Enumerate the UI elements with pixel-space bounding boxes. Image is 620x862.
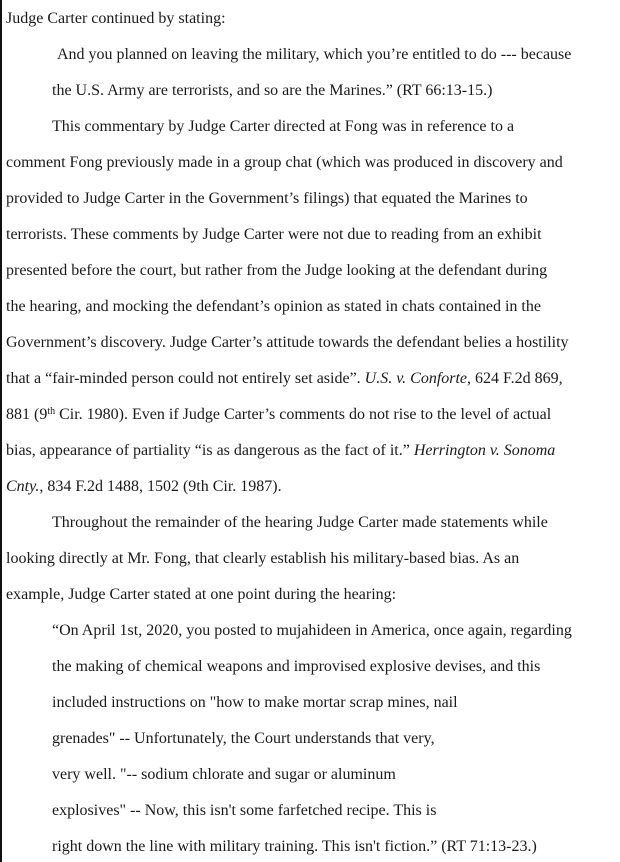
text-segment: bias, appearance of partiality “is as dangerous as the fact of it.”	[6, 442, 414, 459]
quote-line: right down the line with military training. This isn't fiction.” (RT 71:13-23.)	[52, 838, 537, 855]
text-line: Throughout the remainder of the hearing Judge Carter made statements while	[52, 514, 548, 531]
text-segment: , 624 F.2d 869,	[467, 370, 563, 387]
text-line: the U.S. Army are terrorists, and so are the Marines.” (RT 66:13-15.)	[52, 82, 493, 99]
text-line	[6, 369, 563, 389]
quote-line: explosives" -- Now, this isn't some farfetched recipe. This is	[52, 802, 437, 819]
text-line: provided to Judge Carter in the Government’s filings) that equated the Marines to	[6, 190, 528, 207]
text-line: presented before the court, but rather from the Judge looking at the defendant during	[6, 262, 548, 279]
text-line: terrorists. These comments by Judge Carter were not due to reading from an exhibit	[6, 226, 542, 243]
text-line	[6, 405, 551, 425]
text-line: Government’s discovery. Judge Carter’s attitude towards the defendant belies a hostility	[6, 334, 569, 351]
quote-line: included instructions on "how to make mortar scrap mines, nail	[52, 694, 458, 711]
quote-line: grenades" -- Unfortunately, the Court understands that very,	[52, 730, 435, 747]
text-segment: 881 (9	[6, 406, 48, 423]
text-line: Judge Carter continued by stating:	[6, 10, 226, 27]
text-line: comment Fong previously made in a group chat (which was produced in discovery and	[6, 154, 563, 171]
ordinal-superscript: th	[47, 406, 56, 417]
quote-line: very well. "-- sodium chlorate and sugar or aluminum	[52, 766, 396, 783]
text-segment: , 834 F.2d 1488, 1502 (9th Cir. 1987).	[39, 478, 282, 495]
text-line: This commentary by Judge Carter directed at Fong was in reference to a	[52, 118, 515, 135]
text-line: the hearing, and mocking the defendant’s opinion as stated in chats contained in the	[6, 298, 541, 315]
text-line: looking directly at Mr. Fong, that clearly establish his military-based bias. As an	[6, 550, 520, 567]
quote-line: “On April 1st, 2020, you posted to mujahideen in America, once again, regarding	[52, 622, 572, 639]
case-citation: Cnty.	[6, 478, 40, 495]
text-line: example, Judge Carter stated at one point during the hearing:	[6, 586, 397, 603]
text-segment: Cir. 1980). Even if Judge Carter’s comments do not rise to the level of actual	[55, 406, 552, 423]
text-line	[6, 477, 282, 497]
text-line	[6, 441, 555, 461]
case-citation: Herrington v. Sonoma	[413, 442, 556, 459]
page-left-border	[0, 0, 2, 862]
text-line: And you planned on leaving the military, which you’re entitled to do --- because	[57, 46, 572, 63]
quote-line: the making of chemical weapons and improvised explosive devises, and this	[52, 658, 541, 675]
text-segment: that a “fair-minded person could not entirely set aside”.	[6, 370, 365, 387]
case-citation: U.S. v. Conforte	[364, 370, 468, 387]
